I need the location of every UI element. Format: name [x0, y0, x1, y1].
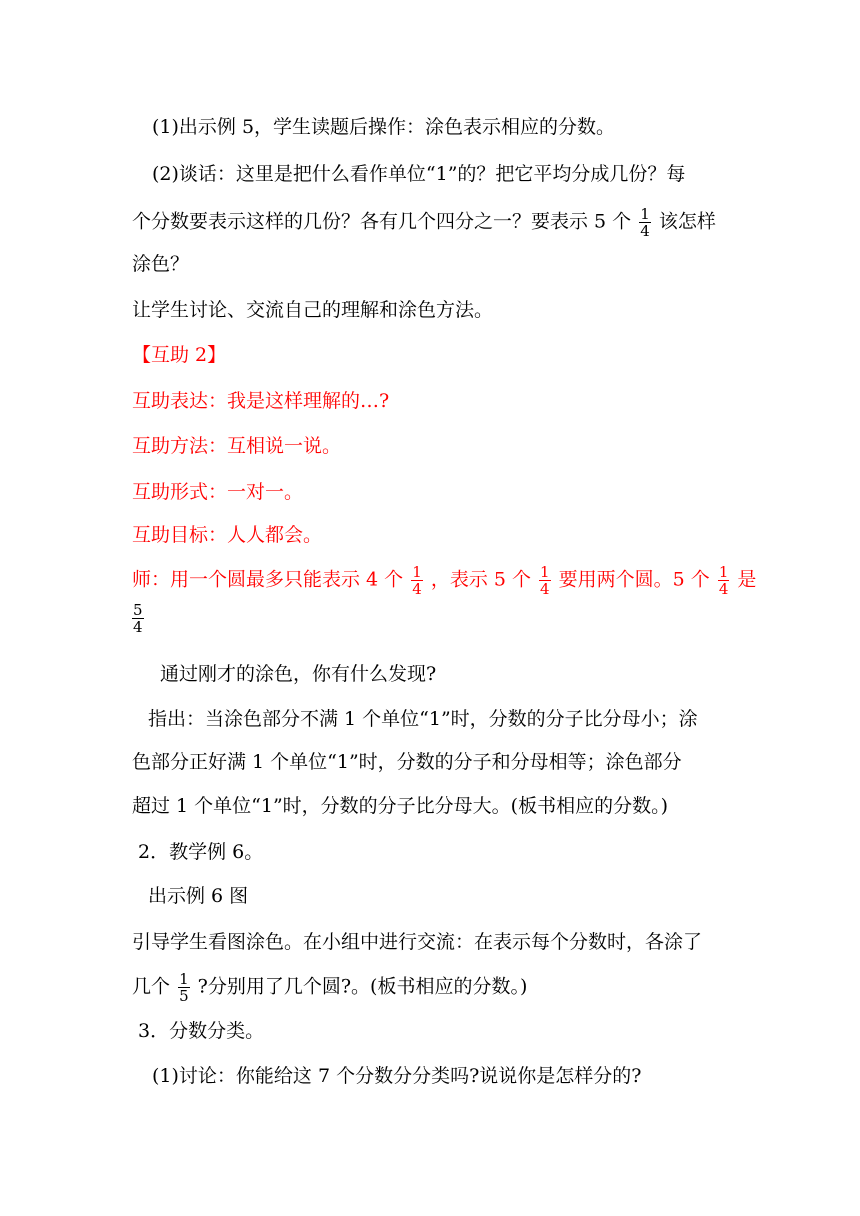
fraction-one-quarter: $\frac{1}{4}$ — [540, 563, 550, 598]
paragraph-discussion: 让学生讨论、交流自己的理解和涂色方法。 — [132, 299, 494, 321]
mutual-help-goal: 互助目标：人人都会。 — [132, 524, 323, 546]
fraction-one-fifth: $\frac{1}{5}$ — [179, 970, 189, 1005]
fraction-five-quarters: $\frac{5}{4}$ — [133, 601, 143, 636]
paragraph-guide-coloring: 引导学生看图涂色。在小组中进行交流：在表示每个分数时，各涂了 — [132, 931, 703, 953]
teacher-statement: 师：用一个圆最多只能表示 4 个 $\frac{1}{4}$ ，表示 5 个 $\frac{1}{4}$ 要用两个圆。5 个 $\frac{1}{4}$ 是 — [132, 563, 757, 598]
mutual-help-form: 互助形式：一对一。 — [132, 481, 304, 503]
paragraph-guide-coloring-cont: 几个 $\frac{1}{5}$ ?分别用了几个圆?。(板书相应的分数。) — [132, 970, 528, 1005]
mutual-help-heading: 【互助 2】 — [132, 344, 227, 366]
paragraph-classification-discussion: (1)讨论：你能给这 7 个分数分分类吗?说说你是怎样分的? — [152, 1065, 642, 1087]
paragraph-step-2-end: 涂色？ — [132, 253, 190, 275]
mutual-help-method: 互助方法：互相说一说。 — [132, 435, 342, 457]
paragraph-show-example-6: 出示例 6 图 — [148, 885, 249, 907]
fraction-one-quarter: $\frac{1}{4}$ — [640, 205, 650, 240]
paragraph-conclusion-2: 色部分正好满 1 个单位“1”时，分数的分子和分母相等；涂色部分 — [132, 751, 682, 773]
paragraph-conclusion-1: 指出：当涂色部分不满 1 个单位“1”时，分数的分子比分母小；涂 — [148, 708, 698, 730]
paragraph-step-1: (1)出示例 5，学生读题后操作：涂色表示相应的分数。 — [152, 116, 616, 138]
paragraph-step-2-cont: 个分数要表示这样的几份？各有几个四分之一？要表示 5 个 $\frac{1}{4}$ 该怎样 — [132, 205, 716, 240]
fraction-five-quarters-line — [130, 602, 146, 635]
section-heading-classification: 3．分数分类。 — [138, 1020, 265, 1042]
mutual-help-expression: 互助表达：我是这样理解的…? — [132, 390, 390, 412]
paragraph-step-2: (2)谈话：这里是把什么看作单位“1”的？把它平均分成几份？每 — [152, 163, 686, 185]
paragraph-conclusion-3: 超过 1 个单位“1”时，分数的分子比分母大。(板书相应的分数。) — [132, 795, 669, 817]
paragraph-discovery-question: 通过刚才的涂色，你有什么发现? — [160, 663, 437, 685]
fraction-one-quarter: $\frac{1}{4}$ — [412, 563, 422, 598]
fraction-one-quarter: $\frac{1}{4}$ — [718, 563, 729, 598]
section-heading-example-6: 2．教学例 6。 — [138, 841, 264, 863]
